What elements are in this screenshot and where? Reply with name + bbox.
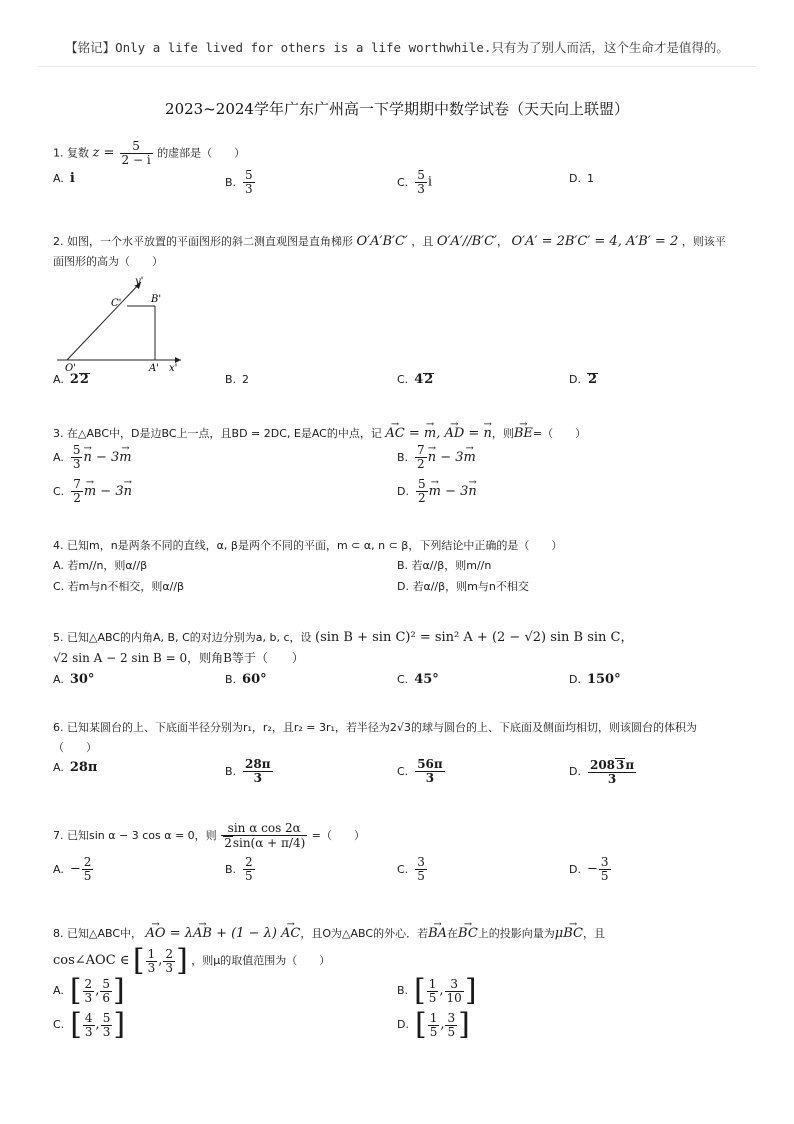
- question-7: 7. 已知sin α − 3 cos α = 0，则 $\frac{\text{sin α cos 2α}}{2\sin(\alpha + \pi/4)}$ =（ ） A. − $\frac{2}{5}$ B. $\frac{2}{5}$ C. $\frac{3}{5}$ D. − $\frac{3}{5}$: [53, 822, 743, 890]
- q2-option-c[interactable]: C. 42: [397, 372, 434, 387]
- q1-option-a[interactable]: A. i: [53, 171, 75, 186]
- label-o-prime: O': [65, 363, 76, 372]
- q8-option-a[interactable]: A. [ $\frac{2}{3}$ , $\frac{5}{6}$ ]: [53, 973, 125, 1008]
- header-divider: [38, 66, 756, 67]
- q2-text-3: ，: [496, 235, 508, 248]
- q6-options: [53, 758, 743, 792]
- q7-options: [53, 856, 743, 890]
- q8-option-b[interactable]: B. [ $\frac{1}{5}$ , $\frac{3}{10}$ ]: [397, 973, 477, 1008]
- q2-text-4: ，则该平: [681, 235, 726, 248]
- q4-option-a[interactable]: A. 若m//n，则α//β: [53, 559, 148, 572]
- label-c-prime: C': [111, 298, 122, 309]
- q7-option-c[interactable]: C. $\frac{3}{5}$: [397, 855, 425, 883]
- q6-option-c[interactable]: C. $\frac{56\pi}{3}$: [397, 757, 443, 785]
- q8-options-row-1: [53, 973, 743, 1010]
- question-4: [53, 536, 743, 601]
- question-3: 3. 在△ABC中，D是边BC上一点，且BD = 2DC, E是AC的中点，记 → AC = → m, → AD = → n，则→ BE=（ ） A. $\frac{5}{3}$ → n − 3→ m B. $\frac{7}{2}$ → n − 3→ m C. $\frac{7}{2}$ → m − 3→ n D. $\frac{5}{2}$ → m − 3→ n: [53, 424, 743, 512]
- q2-line-2: 面图形的高为（ ）: [53, 255, 163, 268]
- q8-line-2-end: ，则μ的取值范围为（ ）: [191, 954, 331, 967]
- question-5: [53, 628, 743, 694]
- q3-number: 3.: [53, 427, 64, 440]
- q7-number: 7.: [53, 829, 64, 842]
- q2-option-a[interactable]: A. 22: [53, 372, 89, 387]
- q2-number: 2.: [53, 235, 64, 248]
- q5-option-a[interactable]: A. 30°: [53, 672, 95, 687]
- label-y-prime: y': [135, 276, 144, 287]
- q8-number: 8.: [53, 927, 64, 940]
- q3-options-row-1: [53, 444, 743, 478]
- q7-option-d[interactable]: D. − $\frac{3}{5}$: [569, 855, 609, 883]
- q4-option-c[interactable]: C. 若m与n不相交，则α//β: [53, 580, 185, 593]
- q3-options-row-2: [53, 478, 743, 512]
- q2-option-d[interactable]: D. 2: [569, 372, 598, 387]
- q4-option-b[interactable]: B. 若α//β，则m//n: [397, 559, 492, 572]
- q1-options: [53, 169, 743, 203]
- q7-suffix: =（ ）: [311, 829, 365, 842]
- q4-option-d[interactable]: D. 若α//β，则m与n不相交: [397, 580, 529, 593]
- q6-option-b[interactable]: B. $\frac{28\pi}{3}$: [225, 757, 271, 785]
- q2-text-2: ，且: [411, 235, 434, 248]
- question-6: [53, 718, 743, 792]
- q5-option-d[interactable]: D. 150°: [569, 672, 621, 687]
- q5-number: 5.: [53, 631, 64, 644]
- q8-option-c[interactable]: C. [ $\frac{4}{3}$ , $\frac{5}{3}$ ]: [53, 1007, 126, 1042]
- question-1: 1. 复数 z = $\frac{5}{2 - i}$ 的虚部是（ ） A. i B. $\frac{5}{3}$ C. $\frac{5}{3}$ i D. 1: [53, 140, 743, 203]
- q2-options: [53, 370, 743, 394]
- q1-option-c[interactable]: C. $\frac{5}{3}$ i: [397, 168, 432, 196]
- q1-option-d[interactable]: D. 1: [569, 172, 594, 185]
- q8-options-row-2: [53, 1007, 743, 1044]
- q5-line-2: √2 sin A − 2 sin B = 0，则角B等于（ ）: [53, 651, 304, 665]
- q1-prefix: 复数: [67, 146, 89, 160]
- q3-option-d[interactable]: D. $\frac{5}{2}$ → m − 3→ n: [397, 478, 477, 505]
- q2-text: 如图，一个水平放置的平面图形的斜二测直观图是直角梯形: [67, 235, 353, 248]
- q3-tail: ，则: [491, 427, 514, 440]
- q8-text-4: 上的投影向量为: [477, 927, 555, 940]
- q4-options-row-2: [53, 577, 743, 601]
- q5-equation: (sin B + sin C)² = sin² A + (2 − √2) sin B sin C，: [315, 630, 634, 645]
- q8-text-1: 已知△ABC中，: [67, 927, 143, 940]
- q7-option-a[interactable]: A. − $\frac{2}{5}$: [53, 855, 92, 883]
- q3-option-a[interactable]: A. $\frac{5}{3}$ → n − 3→ m: [53, 444, 132, 471]
- motto: 【铭记】Only a life lived for others is a life worthwhile.只有为了别人而活，这个生命才是值得的。: [65, 40, 729, 55]
- label-x-prime: x': [169, 363, 178, 372]
- q6-text: 已知某圆台的上、下底面半径分别为r₁，r₂，且r₂ = 3r₁，若半径为2√3的球与圆台的上、下底面及侧面均相切，则该圆台的体积为: [67, 721, 697, 734]
- q7-option-b[interactable]: B. $\frac{2}{5}$: [225, 855, 253, 883]
- q3-text: 在△ABC中，D是边BC上一点，且BD = 2DC, E是AC的中点，记: [67, 427, 382, 440]
- q5-option-b[interactable]: B. 60°: [225, 672, 267, 687]
- q4-stem: 4. 已知m，n是两条不同的直线，α, β是两个不同的平面，m ⊂ α, n ⊂ β，下列结论中正确的是（ ）: [53, 539, 563, 552]
- q8-option-d[interactable]: D. [ $\frac{1}{5}$ , $\frac{3}{5}$ ]: [397, 1007, 470, 1042]
- q8-text-3: 在: [447, 927, 459, 940]
- q1-suffix: 的虚部是（ ）: [157, 146, 246, 160]
- y-axis: [67, 282, 141, 360]
- q2-option-b[interactable]: B. 2: [225, 373, 250, 386]
- q2-figure: [53, 272, 193, 372]
- label-a-prime: A': [149, 363, 159, 372]
- q4-options-row-1: [53, 556, 743, 577]
- q3-option-c[interactable]: C. $\frac{7}{2}$ → m − 3→ n: [53, 478, 132, 505]
- question-2: 2. 如图，一个水平放置的平面图形的斜二测直观图是直角梯形 O′A′B′C′ ，且 O′A′//B′C′， O′A′ = 2B′C′ = 4, A′B′ = 2 ，则该平 面图形的高为（ ） y' C' B' O' A' x' A. 22 B. 2 C. 42 D. 2: [53, 232, 743, 394]
- question-8: 8. 已知△ABC中， → AO = λ→ AB + (1 − λ) → AC，且O为△ABC的外心．若→ BA在→ BC上的投影向量为μ→ BC，且 cos∠AOC ∈ [ $\frac{1}{3}$ , $\frac{2}{3}$ ] ，则μ的取值范围为（ ） A. [ $\frac{2}{3}$ , $\frac{5}{6}$ ] B. [ $\frac{1}{5}$ , $\frac{3}{10}$ ] C. [ $\frac{4}{3}$ , $\frac{5}{3}$ ] D. [ $\frac{1}{5}$ , $\frac{3}{5}$ ]: [53, 924, 743, 1044]
- q1-number: 1.: [53, 146, 64, 160]
- label-b-prime: B': [151, 294, 162, 305]
- q6-option-d[interactable]: D. $\frac{2083\pi}{3}$: [569, 758, 635, 786]
- q5-options: [53, 670, 743, 694]
- q8-text-2: ，且O为△ABC的外心．若: [300, 927, 429, 940]
- q3-end: =（ ）: [532, 427, 587, 440]
- q3-option-b[interactable]: B. $\frac{7}{2}$ → n − 3→ m: [397, 444, 476, 471]
- q1-option-b[interactable]: B. $\frac{5}{3}$: [225, 168, 253, 196]
- q8-line-2: cos∠AOC ∈: [53, 953, 130, 968]
- q6-line-2: （ ）: [53, 741, 97, 754]
- q5-option-c[interactable]: C. 45°: [397, 672, 439, 687]
- page-title: 2023~2024学年广东广州高一下学期期中数学试卷（天天向上联盟）: [165, 100, 629, 118]
- q7-prefix: 已知sin α − 3 cos α = 0，则: [67, 829, 217, 842]
- q6-number: 6.: [53, 721, 64, 734]
- q5-text: 已知△ABC的内角A, B, C的对边分别为a, b, c，设: [67, 631, 312, 644]
- q8-text-5: ，且: [582, 927, 605, 940]
- q6-option-a[interactable]: A. 28π: [53, 760, 98, 775]
